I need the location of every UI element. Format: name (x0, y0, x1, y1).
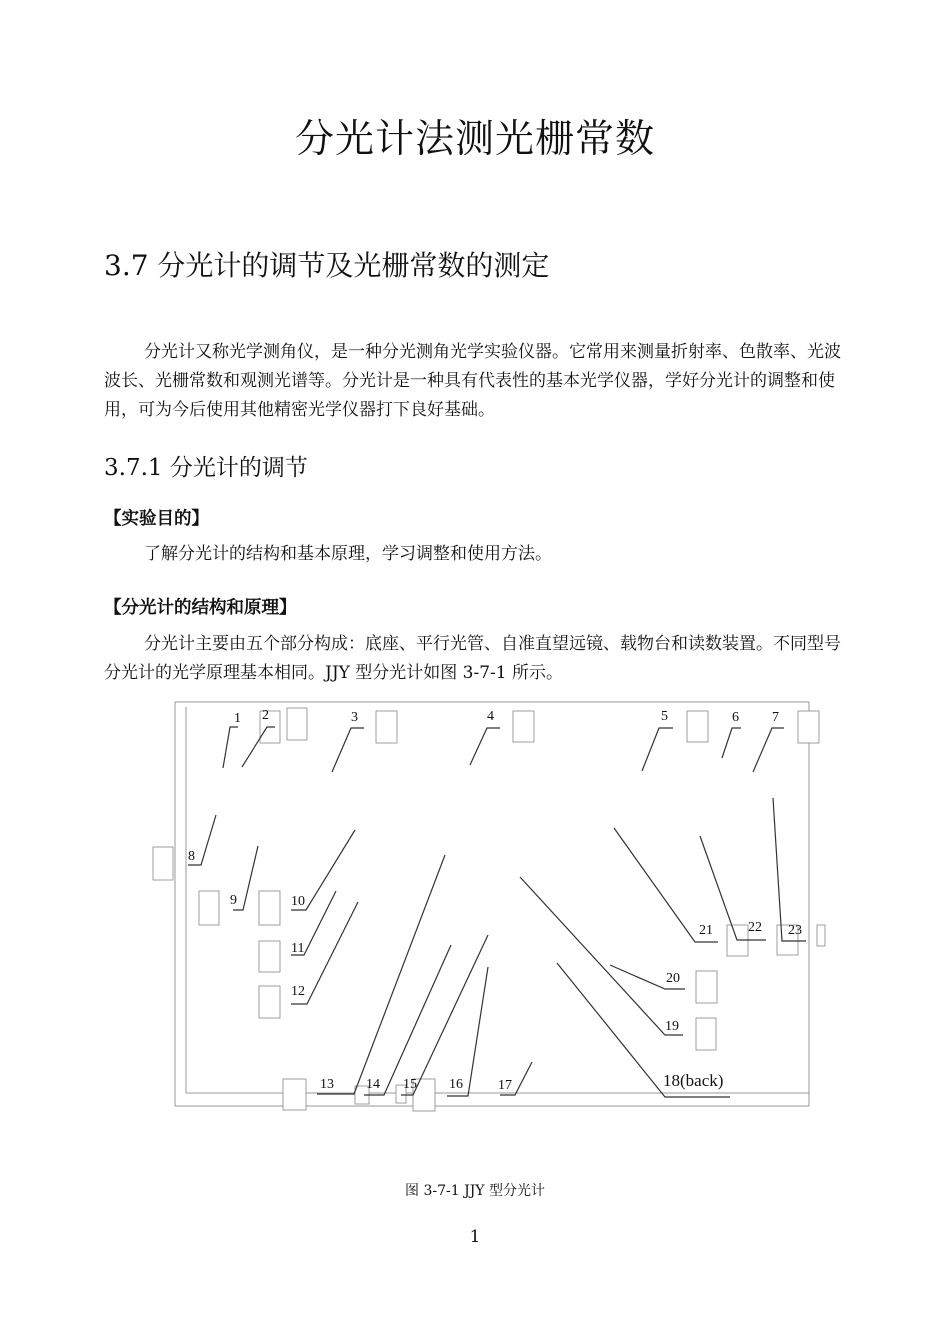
figure-label-20: 20 (666, 971, 680, 986)
figure-label-1: 1 (234, 711, 241, 726)
leader-line-5 (642, 728, 673, 771)
figure-label-7: 7 (772, 710, 779, 725)
structure-paragraph (104, 630, 856, 688)
figure-label-4: 4 (487, 709, 494, 724)
leader-line-3 (332, 728, 364, 772)
figure-label-19: 19 (665, 1019, 679, 1034)
page-title: 分光计法测光栅常数 (294, 117, 655, 162)
structure-text: 分光计主要由五个部分构成：底座、平行光管、自准直望远镜、载物台和读数装置。不同型号分光计的光学原理基本相同。JJY 型分光计如图 3-7-1 所示。 (104, 634, 841, 683)
placeholder-box (153, 847, 173, 880)
figure-label-10: 10 (291, 894, 305, 909)
figure-caption: 图 3-7-1 JJY 型分光计 (405, 1183, 545, 1199)
placeholder-box (259, 891, 280, 925)
placeholder-box (513, 711, 534, 742)
placeholder-box (287, 708, 307, 740)
subsection-heading: 3.7.1 分光计的调节 (104, 455, 308, 481)
figure-label-23: 23 (788, 923, 802, 938)
figure-label-5: 5 (661, 709, 668, 724)
figure-label-3: 3 (351, 710, 358, 725)
figure-label-8: 8 (188, 849, 195, 864)
leader-line-13 (317, 855, 445, 1094)
figure-label-11: 11 (291, 941, 305, 956)
placeholder-box (798, 711, 819, 743)
leader-line-4 (470, 728, 500, 765)
leader-line-23 (773, 798, 806, 941)
figure-label-14: 14 (366, 1077, 380, 1092)
structure-heading: 【分光计的结构和原理】 (104, 598, 297, 618)
placeholder-box (283, 1079, 306, 1110)
figure-label-6: 6 (732, 710, 739, 725)
figure-label-13: 13 (320, 1077, 334, 1092)
leader-line-6 (722, 728, 741, 758)
page-number: 1 (469, 1227, 481, 1247)
figure-label-22: 22 (748, 920, 762, 935)
figure-label-16: 16 (449, 1077, 463, 1092)
purpose-text: 了解分光计的结构和基本原理，学习调整和使用方法。 (144, 544, 552, 564)
placeholder-box (817, 925, 825, 946)
placeholder-box (376, 711, 397, 743)
figure-label-12: 12 (291, 984, 305, 999)
placeholder-box (199, 891, 219, 925)
placeholder-box (687, 711, 708, 742)
figure-label-18: 18(back) (663, 1071, 724, 1090)
figure-label-21: 21 (699, 923, 713, 938)
placeholder-box (259, 986, 280, 1018)
leader-line-1 (223, 727, 238, 768)
leader-line-7 (753, 728, 784, 772)
purpose-heading: 【实验目的】 (104, 509, 209, 529)
figure-label-15: 15 (403, 1077, 417, 1092)
section-heading: 3.7 分光计的调节及光栅常数的测定 (104, 249, 550, 282)
placeholder-box (696, 1018, 716, 1050)
leader-line-14 (364, 945, 451, 1095)
leader-line-19 (520, 877, 683, 1035)
spectrometer-figure (145, 695, 835, 1115)
figure-label-9: 9 (230, 893, 237, 908)
placeholder-box (696, 971, 717, 1003)
purpose-paragraph (104, 540, 856, 569)
figure-label-2: 2 (262, 708, 269, 723)
figure-label-17: 17 (498, 1078, 512, 1093)
intro-text: 分光计又称光学测角仪，是一种分光测角光学实验仪器。它常用来测量折射率、色散率、光波波长、光栅常数和观测光谱等。分光计是一种具有代表性的基本光学仪器，学好分光计的调整和使用，可为今后使用其他精密光学仪器打下良好基础。 (104, 342, 841, 420)
placeholder-box (259, 941, 280, 972)
intro-paragraph (104, 338, 856, 425)
